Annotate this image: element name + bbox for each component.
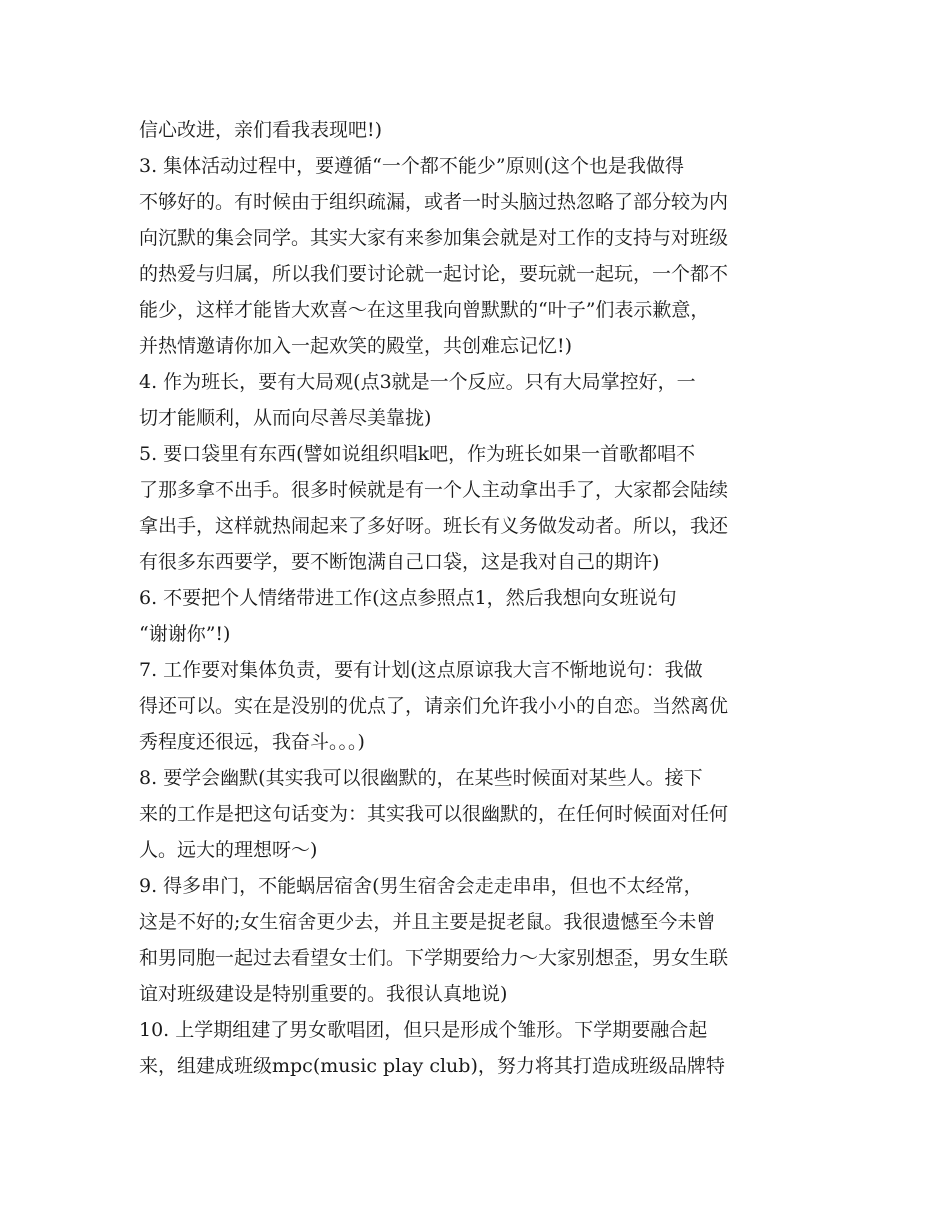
text-line: 10. 上学期组建了男女歌唱团，但只是形成个雏形。下学期要融合起	[139, 1019, 708, 1041]
text-line: 能少，这样才能皆大欢喜～在这里我向曾默默的“叶子”们表示歉意，	[139, 299, 710, 321]
text-line: 拿出手，这样就热闹起来了多好呀。班长有义务做发动者。所以，我还	[139, 515, 729, 537]
text-line: 向沉默的集会同学。其实大家有来参加集会就是对工作的支持与对班级	[139, 227, 729, 249]
text-line: 6. 不要把个人情绪带进工作(这点参照点1，然后我想向女班说句	[139, 587, 677, 609]
document-body	[139, 112, 814, 1084]
text-line: 8. 要学会幽默(其实我可以很幽默的，在某些时候面对某些人。接下	[139, 767, 703, 789]
text-line: 谊对班级建设是特别重要的。我很认真地说)	[139, 983, 508, 1005]
text-line: 人。远大的理想呀～)	[139, 839, 318, 861]
text-line: “谢谢你”!)	[139, 623, 231, 645]
text-line: 切才能顺利，从而向尽善尽美靠拢)	[139, 407, 432, 429]
text-line: 不够好的。有时候由于组织疏漏，或者一时头脑过热忽略了部分较为内	[139, 191, 729, 213]
text-line: 信心改进，亲们看我表现吧!)	[139, 119, 383, 141]
text-line: 这是不好的;女生宿舍更少去，并且主要是捉老鼠。我很遗憾至今未曾	[139, 911, 716, 933]
text-line: 的热爱与归属，所以我们要讨论就一起讨论，要玩就一起玩，一个都不	[139, 263, 729, 285]
text-line: 有很多东西要学，要不断饱满自己口袋，这是我对自己的期许)	[139, 551, 660, 573]
text-line: 秀程度还很远，我奋斗。。。)	[139, 731, 365, 753]
text-line: 和男同胞一起过去看望女士们。下学期要给力～大家别想歪，男女生联	[139, 947, 729, 969]
text-line: 来的工作是把这句话变为：其实我可以很幽默的，在任何时候面对任何	[139, 803, 729, 825]
text-line: 5. 要口袋里有东西(譬如说组织唱k吧，作为班长如果一首歌都唱不	[139, 443, 696, 465]
text-line: 4. 作为班长，要有大局观(点3就是一个反应。只有大局掌控好，一	[139, 371, 696, 393]
text-line: 3. 集体活动过程中，要遵循“一个都不能少”原则(这个也是我做得	[139, 155, 685, 177]
text-line: 9. 得多串门，不能蜗居宿舍(男生宿舍会走走串串，但也不太经常，	[139, 875, 703, 897]
text-line: 来，组建成班级mpc(music play club)，努力将其打造成班级品牌特	[139, 1055, 725, 1077]
text-line: 7. 工作要对集体负责，要有计划(这点原谅我大言不惭地说句：我做	[139, 659, 703, 681]
text-line: 得还可以。实在是没别的优点了，请亲们允许我小小的自恋。当然离优	[139, 695, 729, 717]
text-line: 了那多拿不出手。很多时候就是有一个人主动拿出手了，大家都会陆续	[139, 479, 729, 501]
text-line: 并热情邀请你加入一起欢笑的殿堂，共创难忘记忆!)	[139, 335, 573, 357]
